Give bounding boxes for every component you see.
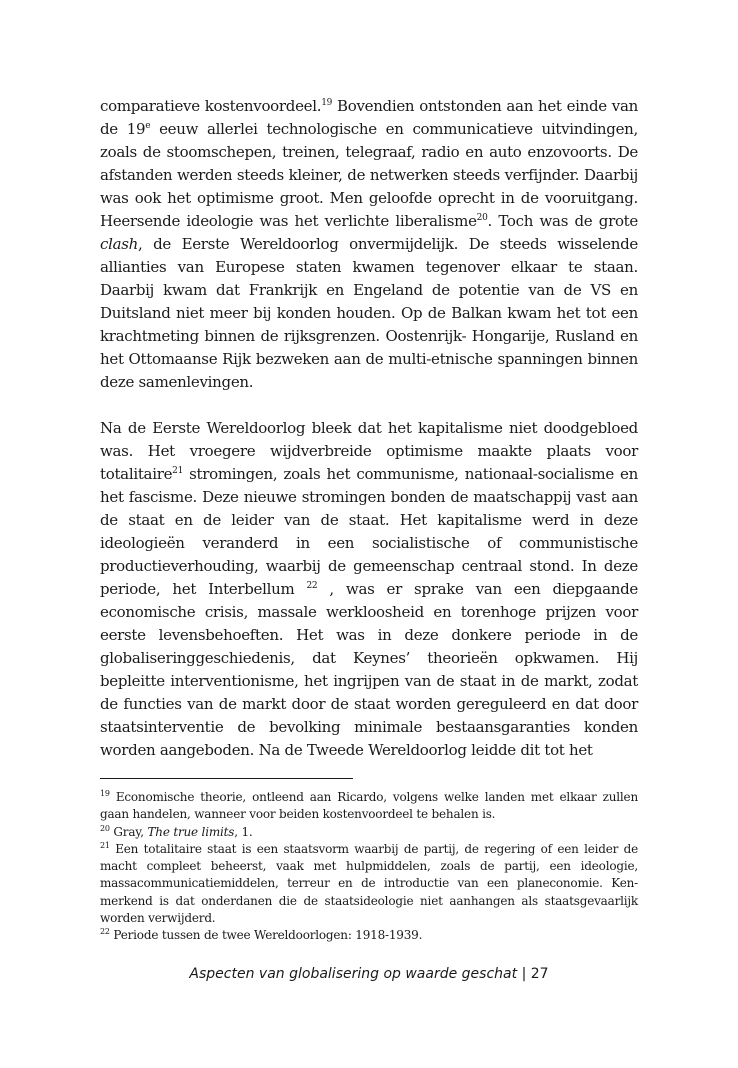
- footnote-reference: 21: [172, 466, 183, 476]
- text-run: Na de Eerste Wereldoorlog bleek dat het kapitalisme niet doodgebloed was. Het vroegere wijdverbreide optimisme maakte plaats voor totalitaire: [100, 419, 638, 483]
- text-run: , was er sprake van een diepgaande economische crisis, massale werkloosheid en torenhoge prijzen voor eerste levensbehoeften. Het was in deze donkere periode in de globaliseringgeschiedenis, dat Keynes’ theorieën opkwamen. Hij bepleitte interventionisme, het ingrijpen van de staat in de markt, zodat de functies van de markt door de staat worden gereguleerd en dat door staatsinterventie de bevolking minimale bestaansgaranties konden worden aangeboden. Na de Tweede Wereldoorlog leidde dit tot het: [100, 580, 638, 759]
- text-run: Een totalitaire staat is een staatsvorm waarbij de partij, de regering of een leider de macht compleet beheerst, vaak met hulpmiddelen, zoals de partij, een ideologie, massacommunicatiemiddelen, terreur en de introductie van een planeconomie. Ken-merkend is dat onderdanen die de staatsideologie niet aanhangen als staatsgevaarlijk worden verwijderd.: [100, 841, 638, 926]
- text-run: Economische theorie, ontleend aan Ricardo, volgens welke landen met elkaar zullen gaan handelen, wanneer voor beiden kostenvoordeel te behalen is.: [100, 790, 638, 822]
- text-run: comparatieve kostenvoordeel.: [100, 97, 322, 115]
- paragraph: [100, 95, 638, 394]
- body-text: [100, 95, 638, 762]
- footnote-reference: 22: [306, 581, 318, 591]
- footnote: [100, 789, 638, 824]
- footer-separator: |: [521, 966, 527, 982]
- text-run: Bovendien ontstonden aan het einde van de 19: [100, 97, 638, 138]
- text-run: , 1.: [234, 824, 253, 839]
- italic-text: The true limits: [147, 824, 235, 839]
- footer-title: Aspecten van globalisering op waarde geschat: [189, 966, 518, 982]
- footnote-rule: [100, 778, 353, 779]
- footnote: [100, 841, 638, 927]
- text-run: , de Eerste Wereldoorlog onvermijdelijk. De steeds wisselende allianties van Europese staten kwamen tegenover elkaar te staan. Daarbij kwam dat Frankrijk en Engeland de potentie van de VS en Duitsland niet meer bij konden houden. Op de Balkan kwam het tot een krachtmeting binnen de rijksgrenzen. Oostenrijk- Hongarije, Rusland en het Ottomaanse Rijk bezweken aan de multi-etnische spanningen binnen deze samenlevingen.: [100, 235, 638, 391]
- text-run: Gray,: [109, 824, 148, 839]
- footnote-number: 21: [100, 840, 110, 850]
- footnote-number: 22: [100, 927, 110, 937]
- footnote-number: 20: [100, 823, 110, 833]
- footnote-reference: e: [145, 121, 151, 131]
- footnote-reference: 19: [321, 98, 333, 108]
- italic-text: clash: [100, 235, 138, 253]
- footnotes: [100, 789, 638, 945]
- footnote-reference: 20: [476, 213, 488, 223]
- footnote-number: 19: [100, 789, 110, 798]
- page-number: 27: [530, 966, 549, 982]
- footnote: [100, 927, 638, 944]
- text-run: stromingen, zoals het communisme, nationaal-socialisme en het fascisme. Deze nieuwe stromingen bonden de maatschappij vast aan de staat en de leider van de staat. Het kapitalisme werd in deze ideologieën veranderd in een socialistische of communistische productieverhouding, waarbij de gemeenschap centraal stond. In deze periode, het Interbellum: [100, 465, 638, 598]
- text-run: . Toch was de grote: [487, 212, 638, 230]
- text-run: eeuw allerlei technologische en communicatieve uitvindingen, zoals de stoomschepen, treinen, telegraaf, radio en auto enzovoorts. De afstanden werden steeds kleiner, de netwerken steeds verfijnder. Daarbij was ook het optimisme groot. Men geloofde oprecht in de vooruitgang. Heersende ideologie was het verlichte liberalisme: [100, 120, 638, 230]
- page-footer: [0, 966, 738, 982]
- paragraph: [100, 417, 638, 762]
- footnote: [100, 824, 638, 841]
- text-run: Periode tussen de twee Wereldoorlogen: 1918-1939.: [109, 928, 423, 943]
